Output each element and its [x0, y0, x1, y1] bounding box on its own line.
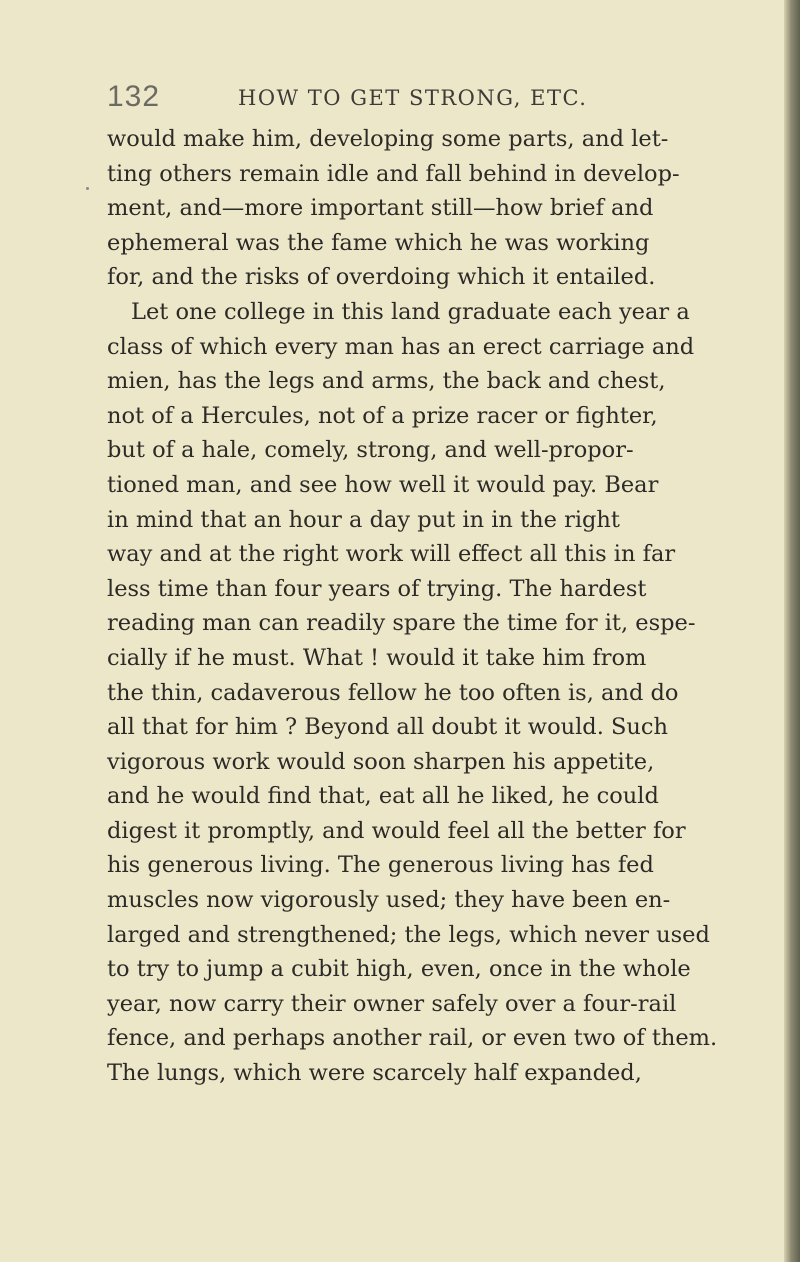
text-line: and he would find that, eat all he liked, he could — [107, 783, 659, 810]
text-line: vigorous work would soon sharpen his appetite, — [107, 748, 655, 775]
text-line: fence, and perhaps another rail, or even two of them. — [107, 1025, 718, 1052]
text-line: the thin, cadaverous fellow he too often is, and do — [107, 679, 679, 706]
paragraph-start-line: Let one college in this land graduate each year a — [131, 298, 690, 325]
text-line: but of a hale, comely, strong, and well-propor- — [107, 437, 634, 464]
text-line: ting others remain idle and fall behind in develop- — [107, 160, 680, 187]
text-line: cially if he must. What ! would it take him from — [107, 644, 647, 671]
text-line: less time than four years of trying. The hardest — [107, 575, 647, 602]
body-text — [107, 122, 747, 1091]
text-line: way and at the right work will effect all this in far — [107, 541, 676, 568]
text-line: not of a Hercules, not of a prize racer or fighter, — [107, 402, 658, 429]
page-edge-shadow — [784, 0, 800, 1262]
text-line: in mind that an hour a day put in in the right — [107, 506, 620, 533]
text-line: mien, has the legs and arms, the back and chest, — [107, 368, 666, 395]
text-line: would make him, developing some parts, and let- — [107, 126, 669, 152]
text-line: digest it promptly, and would feel all the better for — [107, 817, 686, 844]
text-line: all that for him ? Beyond all doubt it would. Such — [107, 714, 669, 741]
text-line: reading man can readily spare the time for it, espe- — [107, 610, 696, 637]
text-line: ephemeral was the fame which he was working — [107, 229, 650, 256]
text-line: to try to jump a cubit high, even, once in the whole — [107, 956, 691, 983]
text-line: ment, and—more important still—how brief and — [107, 195, 654, 222]
text-line: larged and strengthened; the legs, which never used — [107, 921, 710, 948]
margin-speck — [86, 187, 89, 190]
text-line: muscles now vigorously used; they have been en- — [107, 887, 671, 914]
text-line: year, now carry their owner safely over a four-rail — [107, 990, 677, 1017]
text-line: tioned man, and see how well it would pay. Bear — [107, 471, 659, 498]
page-number: 132 — [107, 80, 161, 113]
text-line: class of which every man has an erect carriage and — [107, 333, 695, 360]
page-header — [107, 80, 707, 120]
text-line: The lungs, which were scarcely half expanded, — [107, 1060, 642, 1087]
text-line: for, and the risks of overdoing which it entailed. — [107, 264, 656, 291]
text-line: his generous living. The generous living has fed — [107, 852, 654, 879]
running-head: HOW TO GET STRONG, ETC. — [238, 86, 588, 110]
